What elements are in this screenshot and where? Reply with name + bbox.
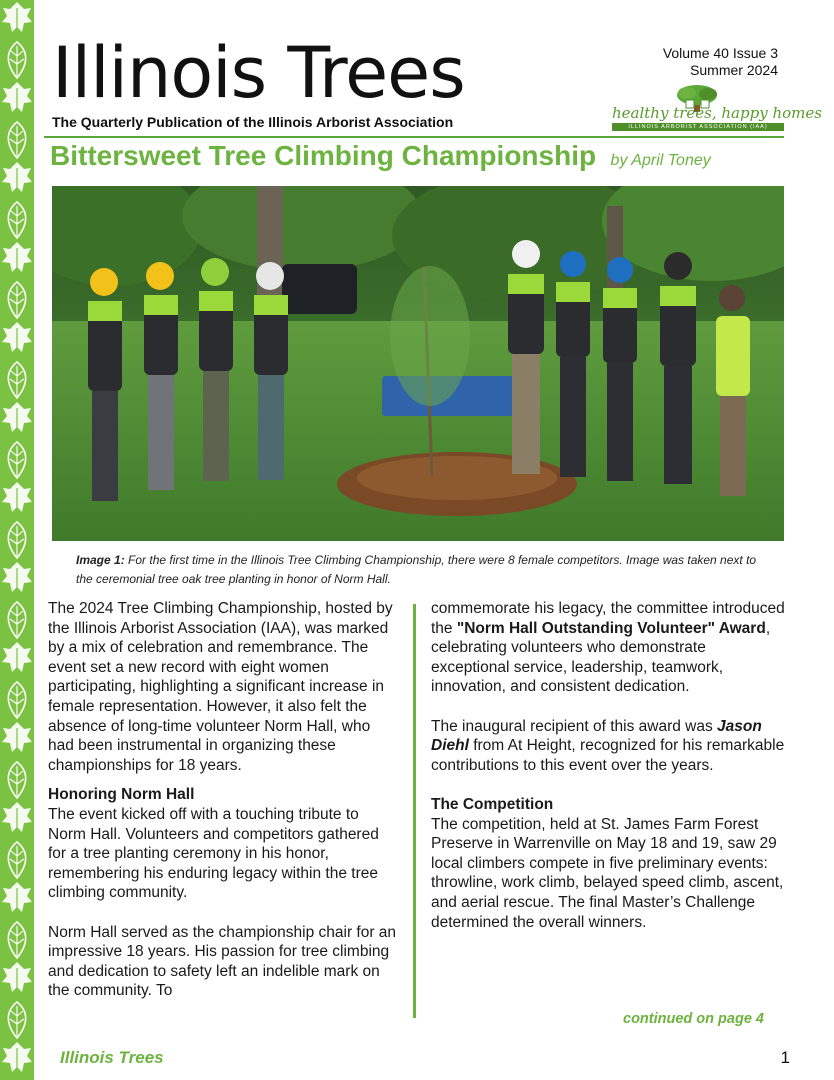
heading-the-competition: The Competition bbox=[431, 795, 554, 813]
col2-paragraph-1 bbox=[431, 599, 786, 697]
article-column-2 bbox=[431, 599, 786, 932]
iaa-logo bbox=[612, 84, 822, 134]
col2-paragraph-2 bbox=[431, 717, 786, 776]
heading-honoring-norm-hall: Honoring Norm Hall bbox=[48, 786, 195, 804]
logo-association-bar: ILLINOIS ARBORIST ASSOCIATION (IAA) bbox=[612, 123, 784, 131]
continued-link[interactable]: continued on page 4 bbox=[623, 1011, 764, 1027]
leaf-border bbox=[0, 0, 34, 1080]
masthead-rule bbox=[44, 136, 784, 138]
masthead-title: Illinois Trees bbox=[52, 32, 465, 114]
logo-tagline: healthy trees, happy homes bbox=[612, 104, 822, 122]
caption-label: Image 1: bbox=[76, 553, 125, 567]
caption-text: For the first time in the Illinois Tree Climbing Championship, there were 8 female competitors. Image was taken next to the ceremonial tree oak tree planting in honor of Norm Hall. bbox=[76, 553, 757, 586]
masthead-subtitle: The Quarterly Publication of the Illinois Arborist Association bbox=[52, 114, 454, 130]
article-column-1 bbox=[48, 599, 398, 1001]
col2-p2-text-b: from At Height, recognized for his remarkable contributions to this event over the years. bbox=[431, 737, 785, 774]
article-headline: Bittersweet Tree Climbing Championship bbox=[50, 140, 597, 171]
climbers-photo-illustration bbox=[52, 186, 784, 541]
issue-season: Summer 2024 bbox=[690, 62, 778, 78]
column-divider bbox=[413, 604, 416, 1018]
leaf-pattern-icon bbox=[0, 0, 34, 1080]
article-headline-row bbox=[50, 140, 711, 172]
col2-p1-text-b: , celebrating volunteers who demonstrate exceptional service, leadership, teamwork, innovation, and consistent dedication. bbox=[431, 619, 771, 696]
recipient-name: Jason Diehl bbox=[431, 717, 762, 755]
footer-publication-name: Illinois Trees bbox=[60, 1048, 164, 1067]
col1-paragraph-3: Norm Hall served as the championship chair for an impressive 18 years. His passion for tree climbing and dedication to safety left an indelible mark on the community. To bbox=[48, 923, 397, 1000]
page-number: 1 bbox=[780, 1048, 790, 1067]
volume-issue: Volume 40 Issue 3 bbox=[662, 45, 778, 61]
award-name: "Norm Hall Outstanding Volunteer" Award bbox=[456, 619, 766, 637]
article-byline: by April Toney bbox=[610, 152, 711, 169]
col2-paragraph-3: The competition, held at St. James Farm Forest Preserve in Warrenville on May 18 and 19, saw 29 local climbers compete in five preliminary events: throwline, work climb, belayed speed climb, ascent, and aerial rescue. The final Master’s Challenge determined the overall winners. bbox=[431, 815, 784, 931]
photo-caption bbox=[76, 551, 766, 589]
col1-paragraph-1: The 2024 Tree Climbing Championship, hosted by the Illinois Arborist Association (IAA), was marked by a mix of celebration and remembrance. The event set a new record with eight women participating, highlighting a significant increase in female representation. However, it also felt the absence of long-time volunteer Norm Hall, who had been instrumental in organizing these championships for 18 years. bbox=[48, 600, 393, 774]
article-photo bbox=[52, 186, 784, 541]
col2-p1-text-a: commemorate his legacy, the committee introduced the bbox=[431, 600, 785, 637]
col2-p2-text-a: The inaugural recipient of this award was bbox=[431, 717, 718, 735]
col1-paragraph-2: The event kicked off with a touching tribute to Norm Hall. Volunteers and competitors gathered for a tree planting ceremony in his honor, remembering his enduring legacy within the tree climbing community. bbox=[48, 805, 379, 902]
issue-info bbox=[663, 45, 778, 79]
